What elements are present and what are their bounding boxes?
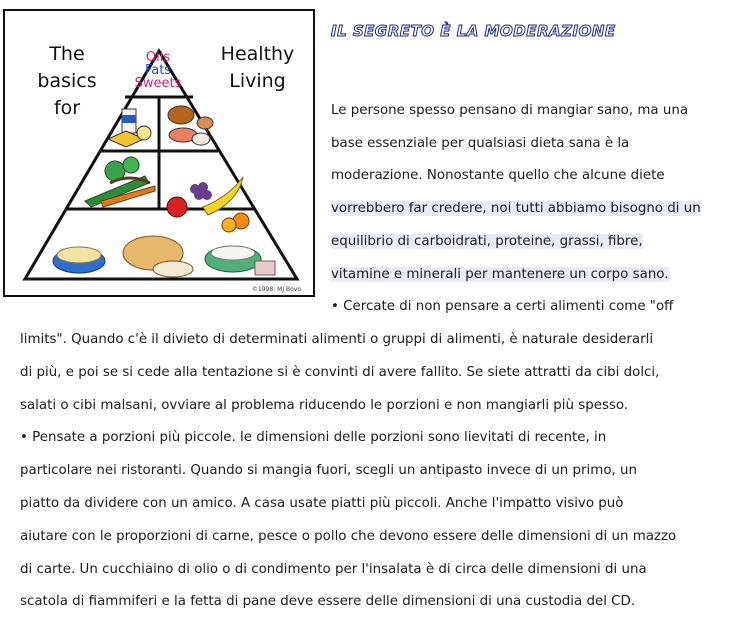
text-line: equilibrio di carboidrati, proteine, grassi, fibre, xyxy=(331,234,643,249)
text-line: di più, e poi se si cede alla tentazione si è convinti di avere fallito. Se siete attratti da cibi dolci, xyxy=(20,365,660,380)
sweets-label: Sweets xyxy=(134,76,182,91)
oils-label: Oils xyxy=(145,50,171,65)
page-title: IL SEGRETO È LA MODERAZIONE xyxy=(331,22,616,40)
food-pyramid-figure xyxy=(3,9,315,297)
text-line: Le persone spesso pensano di mangiar sano, ma una xyxy=(331,103,689,118)
text-line: moderazione. Nonostante quello che alcune diete xyxy=(331,168,665,183)
text-line: • Cercate di non pensare a certi alimenti come "off xyxy=(331,299,674,314)
caption-line: Healthy xyxy=(220,43,295,65)
text-line: aiutare con le proporzioni di carne, pesce o pollo che devono essere delle dimensioni di un mazzo xyxy=(20,529,677,544)
pyramid-top-labels xyxy=(123,51,193,90)
text-line: particolare nei ristoranti. Quando si mangia fuori, scegli un antipasto invece di un primo, un xyxy=(20,463,638,478)
caption-line: The basics xyxy=(37,43,97,92)
text-line: • Pensate a porzioni più piccole. le dimensioni delle porzioni sono lievitati di recente, in xyxy=(20,430,607,445)
fats-label: Fats xyxy=(144,63,172,78)
text-line: scatola di fiammiferi e la fetta di pane deve essere delle dimensioni di una custodia del CD. xyxy=(20,594,636,609)
text-line: limits". Quando c'è il divieto di determinati alimenti o gruppi di alimenti, è naturale desiderarli xyxy=(20,332,654,347)
text-line: salati o cibi malsani, ovviare al problema riducendo le porzioni e non mangiarli più spesso. xyxy=(20,398,629,413)
text-line: vorrebbero far credere, noi tutti abbiamo bisogno di un xyxy=(331,201,701,216)
caption-line: Living xyxy=(229,70,286,92)
figure-credit: ©1998: MJ Bovo xyxy=(251,286,301,293)
caption-line: for xyxy=(53,97,81,119)
text-line: vitamine e minerali per mantenere un corpo sano. xyxy=(331,267,669,282)
pyramid-right-caption xyxy=(210,41,305,95)
pyramid-left-caption xyxy=(17,41,117,122)
text-line: di carte. Un cucchiaino di olio o di condimento per l'insalata è di circa delle dimensioni di una xyxy=(20,562,647,577)
text-line: piatto da dividere con un amico. A casa usate piatti più piccoli. Anche l'impatto visivo può xyxy=(20,496,624,511)
text-line: base essenziale per qualsiasi dieta sana è la xyxy=(331,136,630,151)
